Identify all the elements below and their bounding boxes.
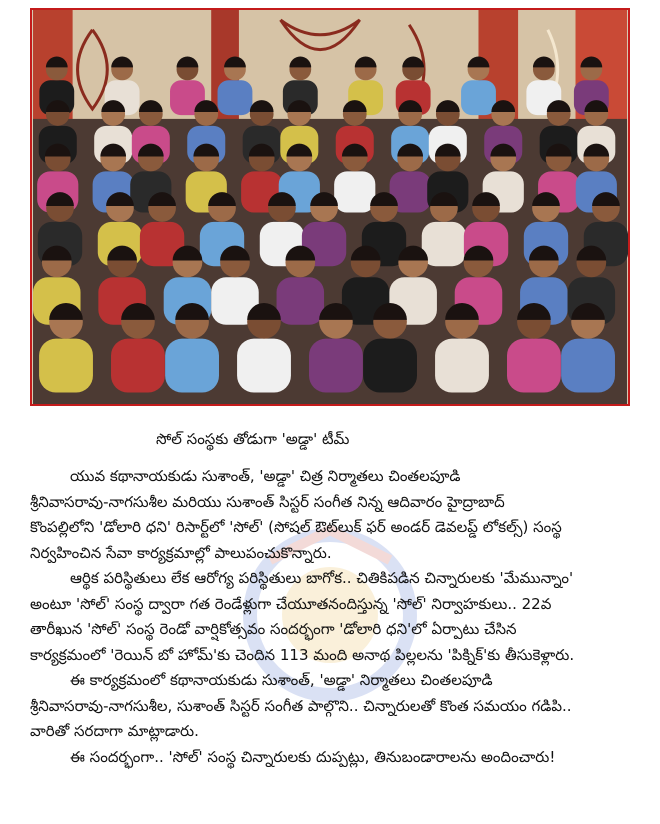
- paragraph-line: తారీఖున 'సోల్' సంస్థ రెండో వార్షికోత్సవం సందర్భంగా 'డోలారి ధని'లో ఏర్పాటు చేసిన: [30, 620, 517, 638]
- paragraph-line: ఈ సందర్భంగా.. 'సోల్' సంస్థ చిన్నారులకు దుప్పట్లు, తినుబండారాలను అందించారు!: [70, 747, 556, 766]
- person-body: [561, 339, 615, 393]
- article-paragraph-1: [30, 464, 640, 566]
- article-headline: సోల్ సంస్థకు తోడుగా 'అడ్డా' టీమ్: [156, 430, 350, 448]
- paragraph-line: శ్రీనివాసరావు-నాగసుశీల, సుశాంత్ సిస్టర్ సంగీత పాల్గొని.. చిన్నారులతో కొంత సమయం గడిపి..: [30, 696, 572, 715]
- person-body: [461, 80, 496, 115]
- person-body: [309, 339, 363, 393]
- group-photo-illustration: [32, 10, 628, 404]
- person-body: [507, 339, 561, 393]
- person-body: [334, 171, 375, 212]
- person-body: [435, 339, 489, 393]
- person-body: [363, 339, 417, 393]
- paragraph-line: శ్రీనివాసరావు-నాగసుశీల మరియు సుశాంత్ సిస్టర్ సంగీత నిన్న ఆదివారం హైద్రాబాద్: [30, 492, 505, 511]
- paragraph-line: ఆర్థిక పరిస్థితులు లేక ఆరోగ్య పరిస్థితులు బాగోక.. చితికిపడిన చిన్నారులకు 'మేమున్నాం': [70, 569, 574, 587]
- article-paragraph-4: [30, 745, 640, 771]
- person-body: [237, 339, 291, 393]
- paragraph-line: కార్యక్రమంలో 'రెయిన్ బో హోమ్'కు చెందిన 113 మంది అనాథ పిల్లలను 'పిక్నిక్'కు తీసుకెళ్లారు.: [30, 645, 575, 664]
- person-body: [111, 339, 165, 393]
- person-body: [277, 277, 325, 325]
- article: [30, 430, 640, 770]
- person-body: [422, 222, 466, 266]
- article-paragraph-3: [30, 668, 640, 745]
- person-body: [218, 80, 253, 115]
- paragraph-line: ఈ కార్యక్రమంలో కథానాయకుడు సుశాంత్, 'అడ్డా' నిర్మాతలు చింతలపూడి: [70, 671, 493, 689]
- paragraph-line: కొంపల్లిలోని 'డోలారి ధని' రిసార్ట్‌లో 'సోల్' (సోషల్ ఔట్‌లుక్ ఫర్ అండర్ డెవలప్డ్ లోకల్స్) సంస్థ: [30, 518, 562, 536]
- paragraph-line: నిర్వహించిన సేవా కార్యక్రమాల్లో పాలుపంచుకొన్నారు.: [30, 543, 332, 562]
- person-body: [39, 339, 93, 393]
- article-paragraph-2: [30, 566, 640, 668]
- group-photo: [30, 8, 630, 406]
- paragraph-line: యువ కథానాయకుడు సుశాంత్, 'అడ్డా' చిత్ర నిర్మాతలు చింతలపూడి: [70, 467, 461, 485]
- paragraph-line: అంటూ 'సోల్' సంస్థ ద్వారా గత రెండేళ్లుగా చేయూతనందిస్తున్న 'సోల్' నిర్వాహకులు.. 22వ: [30, 594, 552, 613]
- paragraph-line: వారితో సరదాగా మాట్లాడారు.: [30, 722, 199, 740]
- person-body: [165, 339, 219, 393]
